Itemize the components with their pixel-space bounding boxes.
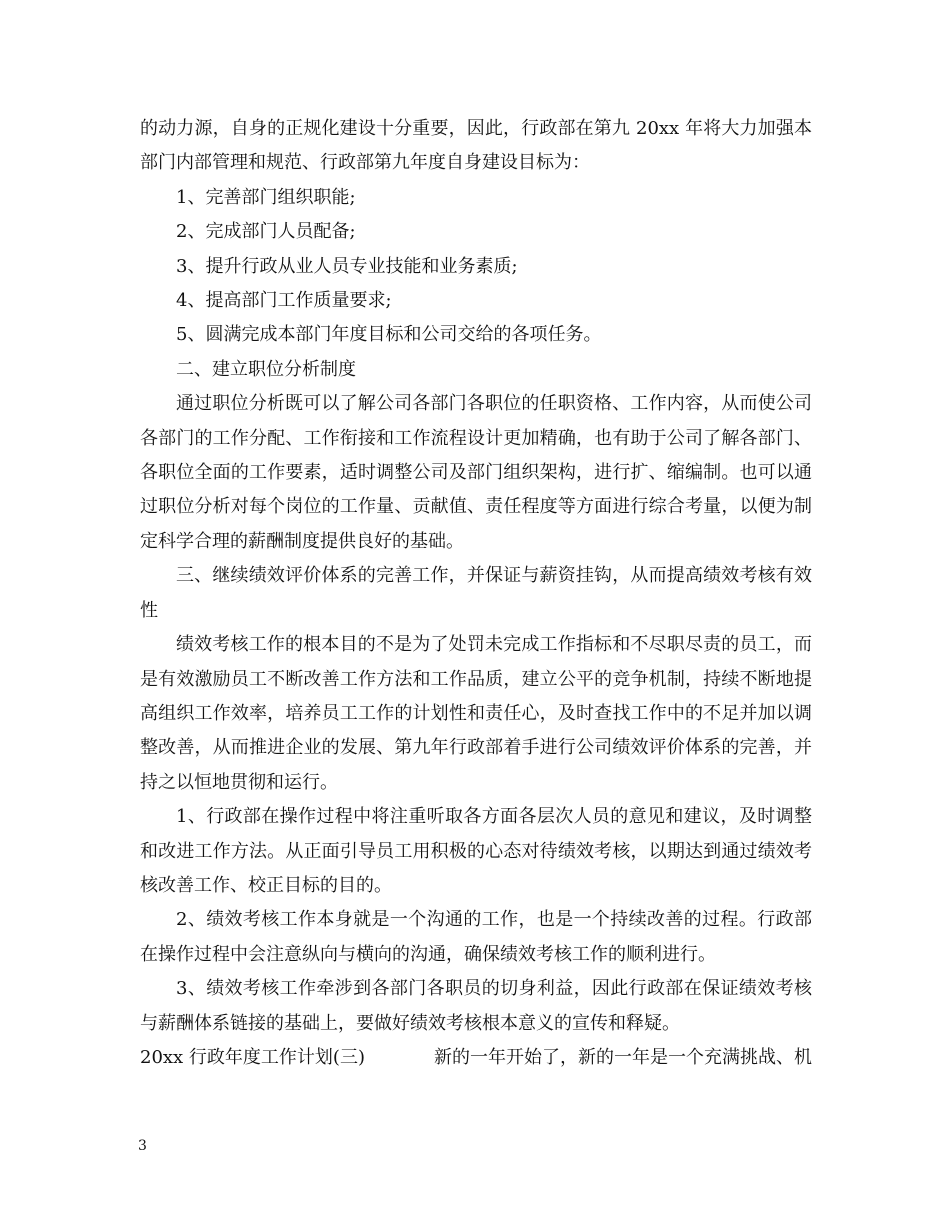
section-heading-2: 二、建立职位分析制度 [176,358,356,380]
paragraph-job-analysis: 通过职位分析既可以了解公司各部门各职位的任职资格、工作内容，从而使公司各部门的工作分配、工作衔接和工作流程设计更加精确，也有助于公司了解各部门、各职位全面的工作要素，适时调整公司及部门组织架构，进行扩、缩编制。也可以通过职位分析对每个岗位的工作量、贡献值、责任程度等方面进行综合考量，以便为制定科学合理的薪酬制度提供良好的基础。 [140,393,812,552]
paragraph-item-3: 3、绩效考核工作牵涉到各部门各职员的切身利益，因此行政部在保证绩效考核与薪酬体系链接的基础上，要做好绩效考核根本意义的宣传和释疑。 [140,978,812,1034]
plan-intro-text: 新的一年开始了，新的一年是一个充满挑战、机 [434,1046,812,1068]
plan-heading-line [140,1041,812,1075]
paragraph-performance: 绩效考核工作的根本目的不是为了处罚未完成工作指标和不尽职尽责的员工，而是有效激励员工不断改善工作方法和工作品质，建立公平的竞争机制，持续不断地提高组织工作效率，培养员工工作的计划性和责任心，及时查找工作中的不足并加以调整改善，从而推进企业的发展、第九年行政部着手进行公司绩效评价体系的完善，并持之以恒地贯彻和运行。 [140,634,812,793]
page-number: 3 [138,1138,147,1154]
paragraph-item-1: 1、行政部在操作过程中将注重听取各方面各层次人员的意见和建议，及时调整和改进工作方法。从正面引导员工用积极的心态对待绩效考核，以期达到通过绩效考核改善工作、校正目标的目的。 [140,806,812,896]
document-body [140,112,812,1075]
list-item-5: 5、圆满完成本部门年度目标和公司交给的各项任务。 [176,324,602,346]
paragraph-1: 的动力源，自身的正规化建设十分重要，因此，行政部在第九 20xx 年将大力加强本部门内部管理和规范、行政部第九年度自身建设目标为： [140,118,812,174]
paragraph-item-2: 2、绩效考核工作本身就是一个沟通的工作，也是一个持续改善的过程。行政部在操作过程中会注意纵向与横向的沟通，确保绩效考核工作的顺利进行。 [140,909,812,965]
list-item-4: 4、提高部门工作质量要求; [176,290,392,312]
list-item-3: 3、提升行政从业人员专业技能和业务素质; [176,255,518,277]
section-heading-3: 三、继续绩效评价体系的完善工作，并保证与薪资挂钩，从而提高绩效考核有效性 [140,565,812,621]
plan-heading: 20xx 行政年度工作计划(三) [140,1046,365,1068]
list-item-2: 2、完成部门人员配备; [176,221,356,243]
list-item-1: 1、完善部门组织职能; [176,186,356,208]
